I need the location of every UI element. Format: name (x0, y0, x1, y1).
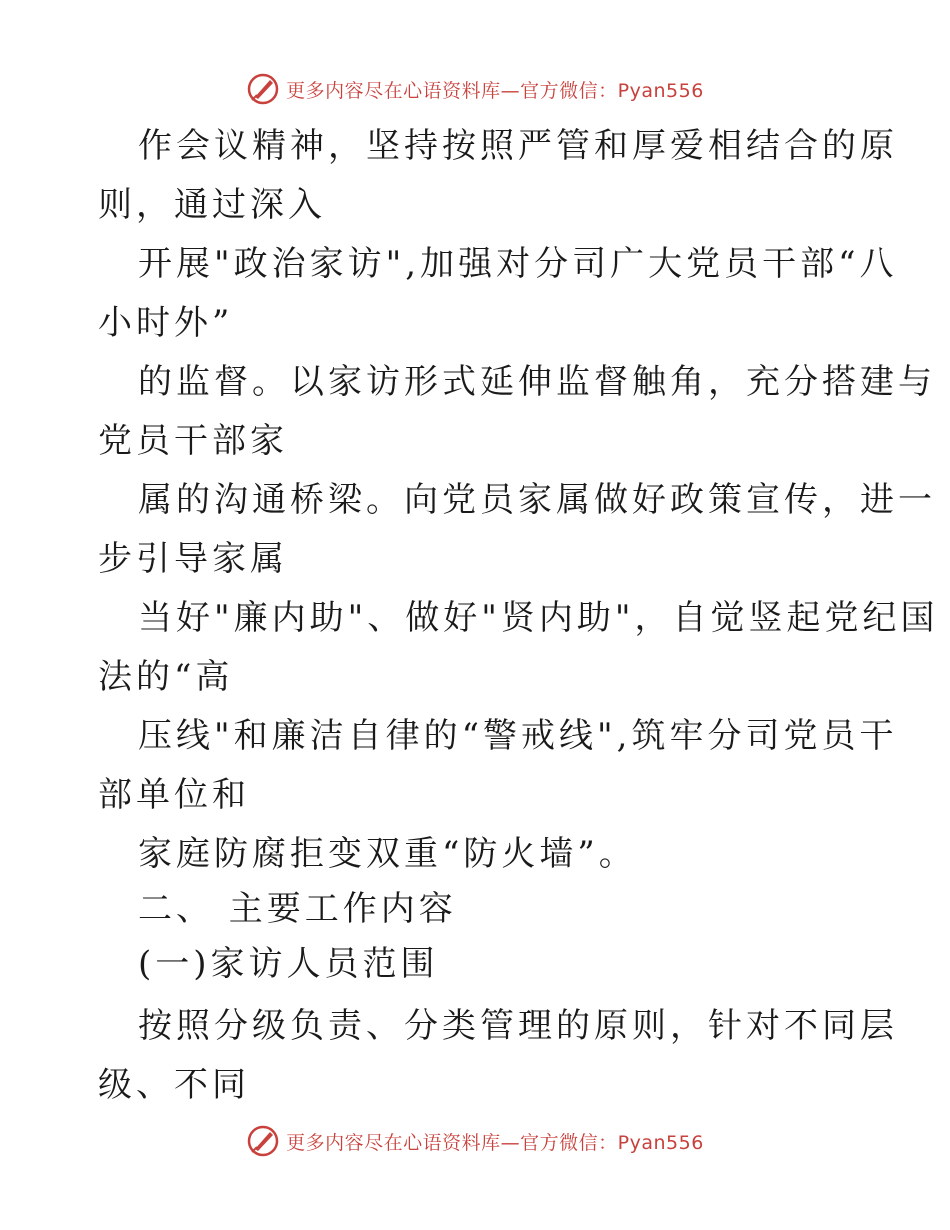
quill-pen-logo-icon (246, 72, 280, 106)
subsection-heading: (一)家访人员范围 (138, 944, 439, 984)
quill-pen-logo-icon (246, 1124, 280, 1158)
body-line: 开展"政治家访",加强对分司广大党员干部“八 (138, 244, 898, 284)
footer-watermark (0, 1124, 950, 1158)
body-line: 属的沟通桥梁。向党员家属做好政策宣传，进一 (138, 480, 936, 520)
body-line: 按照分级负责、分类管理的原则，针对不同层 (138, 1006, 898, 1046)
body-line: 小时外” (98, 303, 234, 343)
body-line: 则，通过深入 (98, 185, 326, 225)
header-watermark (0, 72, 950, 106)
body-line: 作会议精神，坚持按照严管和厚爱相结合的原 (138, 126, 898, 166)
body-line: 家庭防腐拒变双重“防火墙”。 (138, 834, 637, 874)
watermark-text: 更多内容尽在心语资料库—官方微信：Pyan556 (286, 79, 704, 102)
body-line: 压线"和廉洁自律的“警戒线",筑牢分司党员干 (138, 716, 898, 756)
body-line: 党员干部家 (98, 421, 288, 461)
section-heading: 二、 主要工作内容 (138, 889, 457, 929)
body-line: 法的“高 (98, 657, 234, 697)
body-line: 当好"廉内助"、做好"贤内助"，自觉竖起党纪国 (138, 598, 939, 638)
watermark-text: 更多内容尽在心语资料库—官方微信：Pyan556 (286, 1131, 704, 1154)
body-line: 的监督。以家访形式延伸监督触角，充分搭建与 (138, 362, 936, 402)
body-line: 级、不同 (98, 1065, 250, 1105)
body-line: 部单位和 (98, 775, 250, 815)
body-line: 步引导家属 (98, 539, 288, 579)
